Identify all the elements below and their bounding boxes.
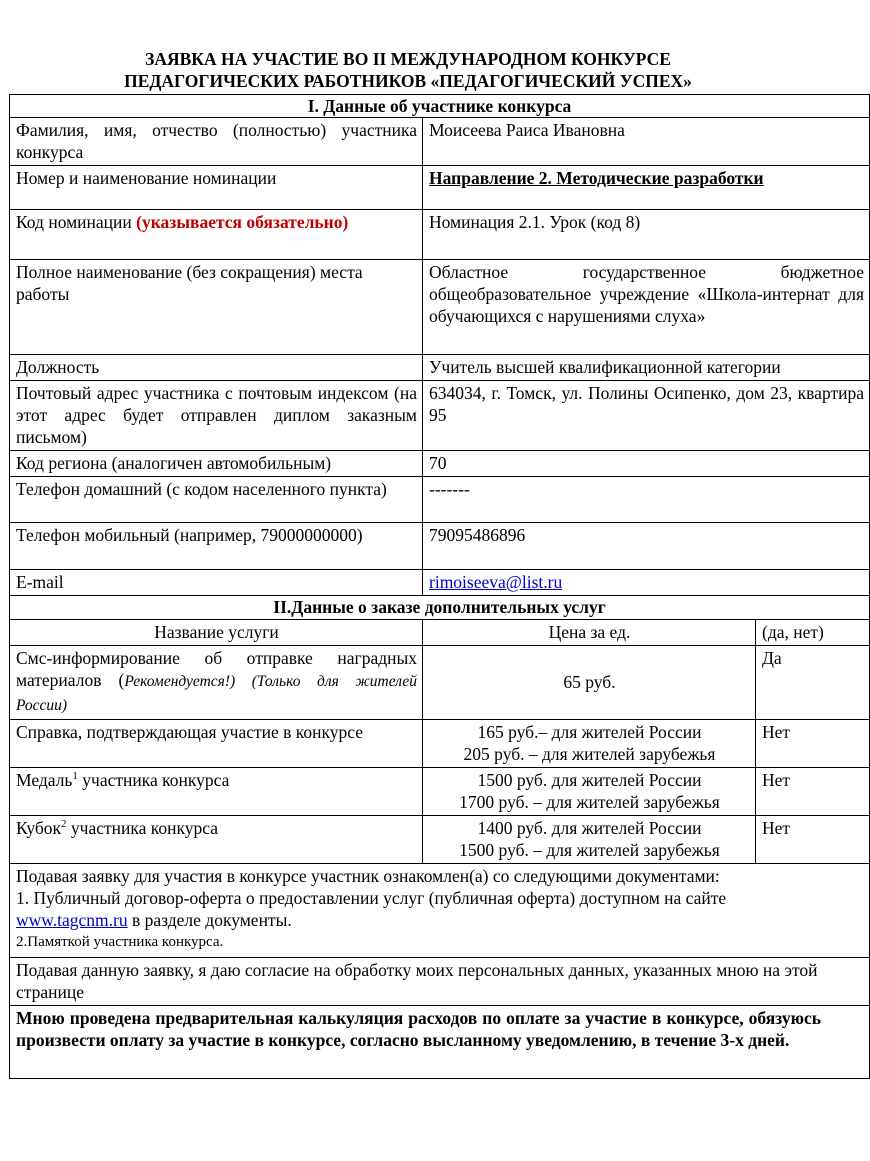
- field-value-region-code[interactable]: 70: [423, 451, 870, 477]
- document-1-link-line: [16, 909, 864, 931]
- service-sms-label: Смс-информирование об отправке наградных материалов (: [16, 648, 417, 690]
- field-value-home-phone[interactable]: -------: [423, 477, 870, 523]
- field-label-region-code: Код региона (аналогичен автомобильным): [10, 451, 423, 477]
- document-1-tail: в разделе документы.: [127, 910, 292, 930]
- footnote-marker: 1: [72, 770, 78, 783]
- field-label-nomination-code: [10, 210, 423, 260]
- service-price-sms: 65 руб.: [423, 646, 756, 720]
- field-label-workplace: Полное наименование (без сокращения) места работы: [10, 260, 423, 355]
- service-cup-label: Кубок: [16, 818, 62, 838]
- nomination-code-label: Код номинации: [16, 212, 137, 232]
- payment-commitment: Мною проведена предварительная калькуляция расходов по оплате за участие в конкурсе, обязуюсь произвести оплату за участие в конкурсе, согласно высланному уведомлению, в течение 3-х дней.: [10, 1006, 870, 1079]
- price-abroad: 205 руб. – для жителей зарубежья: [463, 744, 716, 764]
- service-choice-cup[interactable]: Нет: [756, 816, 870, 864]
- application-table: [9, 94, 870, 1079]
- price-russia: 1400 руб. для жителей России: [477, 818, 702, 838]
- section-2-heading: II.Данные о заказе дополнительных услуг: [10, 596, 870, 620]
- service-cup-tail: участника конкурса: [66, 818, 218, 838]
- field-label-postal-address: Почтовый адрес участника с почтовым индексом (на этот адрес будет отправлен диплом заказным письмом): [10, 381, 423, 451]
- document-2: 2.Памяткой участника конкурса.: [16, 934, 224, 950]
- footnote-marker: 2: [61, 818, 67, 831]
- service-name-medal: [10, 768, 423, 816]
- service-name-sms: [10, 646, 423, 720]
- service-medal-tail: участника конкурса: [77, 770, 230, 790]
- service-choice-medal[interactable]: Нет: [756, 768, 870, 816]
- column-header-price: Цена за ед.: [423, 620, 756, 646]
- service-sms-note: Рекомендуется!) (Только для жителей России): [16, 673, 418, 714]
- email-link[interactable]: rimoiseeva@list.ru: [429, 572, 563, 592]
- field-value-nomination[interactable]: Направление 2. Методические разработки: [423, 166, 870, 210]
- service-price-cup: [423, 816, 756, 864]
- field-label-position: Должность: [10, 355, 423, 381]
- field-value-full-name[interactable]: Моисеева Раиса Ивановна: [423, 118, 870, 166]
- section-1-heading: I. Данные об участнике конкурса: [10, 95, 870, 118]
- field-value-postal-address[interactable]: 634034, г. Томск, ул. Полины Осипенко, дом 23, квартира 95: [423, 381, 870, 451]
- documents-intro: Подавая заявку для участия в конкурсе участник ознакомлен(а) со следующими документами:: [16, 866, 720, 886]
- consent-text: Подавая данную заявку, я даю согласие на обработку моих персональных данных, указанных мною на этой странице: [10, 958, 870, 1006]
- documents-block: [10, 864, 870, 958]
- field-label-mobile-phone: Телефон мобильный (например, 79000000000): [10, 523, 423, 570]
- form-title-line-2: ПЕДАГОГИЧЕСКИХ РАБОТНИКОВ «ПЕДАГОГИЧЕСКИЙ УСПЕХ»: [124, 71, 692, 91]
- field-label-full-name: Фамилия, имя, отчество (полностью) участника конкурса: [10, 118, 423, 166]
- service-price-certificate: [423, 720, 756, 768]
- field-label-nomination: Номер и наименование номинации: [10, 166, 423, 210]
- price-abroad: 1500 руб. – для жителей зарубежья: [459, 840, 720, 860]
- price-russia: 165 руб.– для жителей России: [477, 722, 702, 742]
- service-price-medal: [423, 768, 756, 816]
- document-1: 1. Публичный договор-оферта о предоставлении услуг (публичная оферта) доступном на сайте: [16, 888, 727, 908]
- application-form: [9, 94, 864, 1066]
- column-header-service: Название услуги: [10, 620, 423, 646]
- field-label-email: E-mail: [10, 570, 423, 596]
- field-value-nomination-code[interactable]: Номинация 2.1. Урок (код 8): [423, 210, 870, 260]
- service-choice-sms[interactable]: Да: [756, 646, 870, 720]
- service-choice-certificate[interactable]: Нет: [756, 720, 870, 768]
- service-name-certificate: Справка, подтверждающая участие в конкурсе: [10, 720, 423, 768]
- form-title-line-1: ЗАЯВКА НА УЧАСТИЕ ВО II МЕЖДУНАРОДНОМ КОНКУРСЕ: [145, 49, 671, 69]
- price-abroad: 1700 руб. – для жителей зарубежья: [459, 792, 720, 812]
- field-value-email: [423, 570, 870, 596]
- field-value-mobile-phone[interactable]: 79095486896: [423, 523, 870, 570]
- field-value-position[interactable]: Учитель высшей квалификационной категории: [423, 355, 870, 381]
- service-name-cup: [10, 816, 423, 864]
- field-label-home-phone: Телефон домашний (с кодом населенного пункта): [10, 477, 423, 523]
- service-medal-label: Медаль: [16, 770, 73, 790]
- site-link[interactable]: www.tagcnm.ru: [16, 910, 128, 930]
- form-title: [0, 48, 816, 92]
- price-russia: 1500 руб. для жителей России: [477, 770, 702, 790]
- required-note: (указывается обязательно): [136, 212, 349, 232]
- field-value-workplace[interactable]: Областное государственное бюджетное общеобразовательное учреждение «Школа-интернат для обучающихся с нарушениями слуха»: [423, 260, 870, 355]
- column-header-choice: (да, нет): [756, 620, 870, 646]
